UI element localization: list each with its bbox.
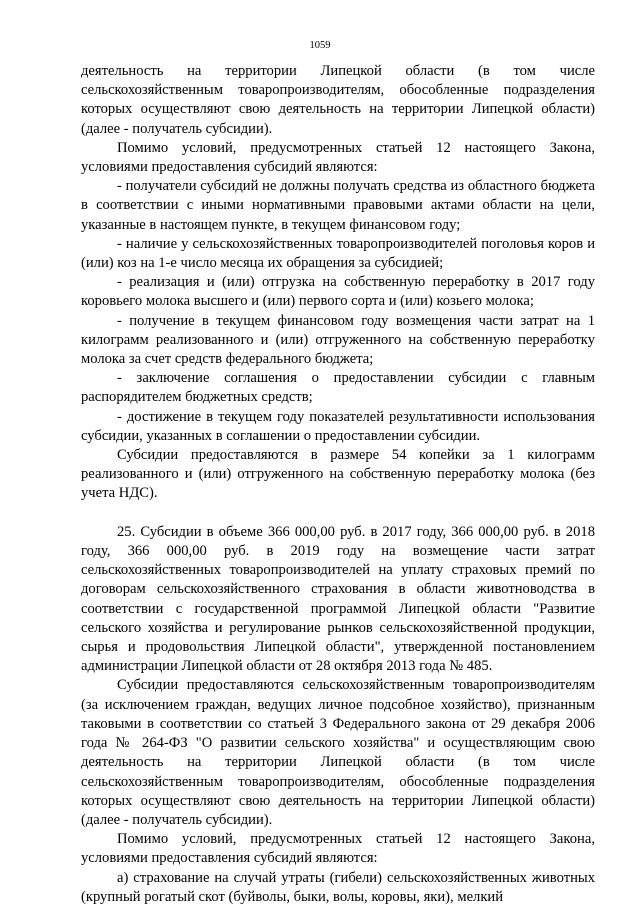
paragraph: деятельность на территории Липецкой области (в том числе сельскохозяйственным товаропроизводителям, обособленные подразделения которых осуществляют свою деятельность на территории Липецкой области) (далее - получатель субсидии). [81, 63, 595, 137]
paragraph: Субсидии предоставляются в размере 54 копейки за 1 килограмм реализованного и (или) отгруженного на собственную переработку молока (без учета НДС). [81, 447, 595, 502]
list-item: - достижение в текущем году показателей результативности использования субсидии, указанных в соглашении о предоставлении субсидии. [81, 408, 595, 444]
paragraph: Субсидии предоставляются сельскохозяйственным товаропроизводителям (за исключением граждан, ведущих личное подсобное хозяйство), признанным таковыми в соответствии со статьей 3 Федерального закона от 29 декабря 2006 года № 264-ФЗ "О развитии сельского хозяйства" и осуществляющим свою деятельность на территории Липецкой области (в том числе сельскохозяйственным товаропроизводителям, обособленные подразделения которых осуществляют свою деятельность на территории Липецкой области) (далее - получатель субсидии). [81, 677, 595, 828]
list-item: - реализация и (или) отгрузка на собственную переработку в 2017 году коровьего молока высшего и (или) первого сорта и (или) козьего молока; [81, 274, 595, 310]
list-item: - наличие у сельскохозяйственных товаропроизводителей поголовья коров и (или) коз на 1-е число месяца их обращения за субсидией; [81, 235, 595, 272]
paragraph: а) страхование на случай утраты (гибели) сельскохозяйственных животных (крупный рогатый скот (буйволы, быки, волы, коровы, яки), мелкий [81, 869, 595, 905]
paragraph: Помимо условий, предусмотренных статьей 12 настоящего Закона, условиями предоставления субсидий являются: [81, 139, 595, 176]
list-item: - получение в текущем финансовом году возмещения части затрат на 1 килограмм реализованного и (или) отгруженного на собственную переработку молока за счет средств федерального бюджета; [81, 312, 595, 368]
paragraph: 25. Субсидии в объеме 366 000,00 руб. в 2017 году, 366 000,00 руб. в 2018 году, 366 000,00 руб. в 2019 году на возмещение части затрат сельскохозяйственных товаропроизводителей на уплату страховых премий по договорам сельскохозяйственного страхования в области животноводства в соответствии с государственной программой Липецкой области "Развитие сельского хозяйства и регулирование рынков сельскохозяйственной продукции, сырья и продовольствия Липецкой области", утвержденной постановлением администрации Липецкой области от 28 октября 2013 года № 485. [81, 523, 595, 675]
paragraph-spacer [81, 504, 595, 523]
list-item: - заключение соглашения о предоставлении субсидии с главным распорядителем бюджетных средств; [81, 370, 595, 406]
list-item: - получатели субсидий не должны получать средства из областного бюджета в соответствии с иными нормативными правовыми актами области на цели, указанные в настоящем пункте, в текущем финансовом году; [81, 178, 595, 233]
page-number: 1059 [309, 40, 331, 51]
paragraph: Помимо условий, предусмотренных статьей 12 настоящего Закона, условиями предоставления субсидий являются: [81, 831, 595, 867]
document-body [81, 62, 595, 907]
